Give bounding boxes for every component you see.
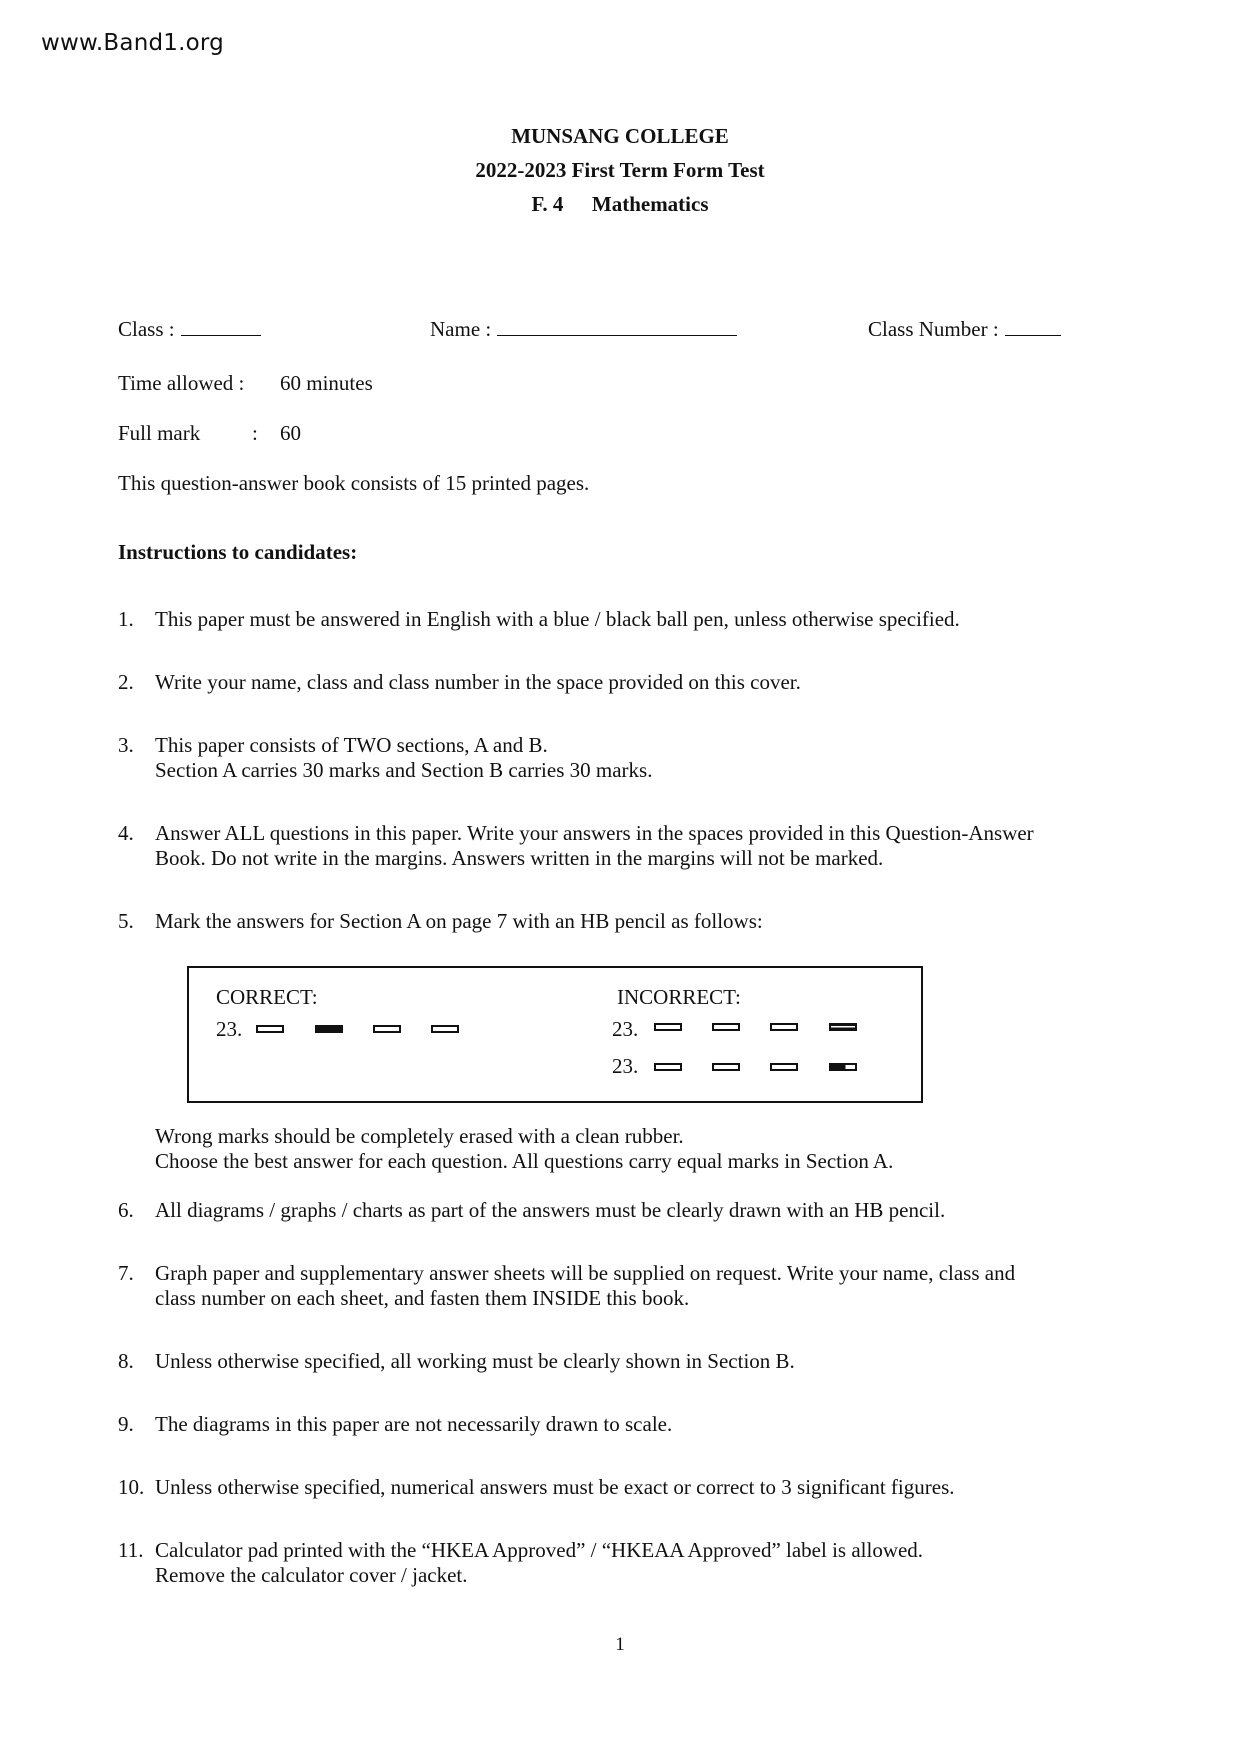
item-text: Section A carries 30 marks and Section B carries 30 marks.: [155, 758, 653, 782]
question-number: 23.: [216, 1017, 243, 1041]
item-text: This paper must be answered in English with a blue / black ball pen, unless otherwise specified.: [155, 607, 960, 631]
name-field: [430, 317, 737, 342]
pages-note: This question-answer book consists of 15 printed pages.: [118, 471, 590, 495]
item-number: 1.: [118, 607, 134, 631]
bubble-empty: [770, 1023, 798, 1031]
exam-title: 2022-2023 First Term Form Test: [475, 158, 765, 182]
item-text: Calculator pad printed with the “HKEA Approved” / “HKEAA Approved” label is allowed.: [155, 1538, 924, 1562]
incorrect-label: INCORRECT:: [617, 985, 741, 1009]
item-number: 7.: [118, 1261, 134, 1285]
class-input[interactable]: [181, 317, 261, 336]
item5-note-choose: Choose the best answer for each question. All questions carry equal marks in Section A.: [155, 1149, 894, 1173]
bubble-partial-incorrect: [829, 1063, 857, 1071]
bubble-empty: [373, 1025, 401, 1033]
item-number: 2.: [118, 670, 134, 694]
item-text: Unless otherwise specified, all working must be clearly shown in Section B.: [155, 1349, 795, 1373]
item5-note-erase: Wrong marks should be completely erased with a clean rubber.: [155, 1124, 684, 1148]
question-number: 23.: [612, 1054, 639, 1078]
name-label: Name :: [430, 317, 492, 341]
item-text: Unless otherwise specified, numerical answers must be exact or correct to 3 significant figures.: [155, 1475, 955, 1499]
form-level: F. 4: [531, 192, 564, 216]
class-field: [118, 317, 261, 342]
class-number-input[interactable]: [1005, 317, 1061, 336]
item-text: class number on each sheet, and fasten them INSIDE this book.: [155, 1286, 690, 1310]
item-text: Write your name, class and class number in the space provided on this cover.: [155, 670, 801, 694]
item-text: Answer ALL questions in this paper. Write your answers in the spaces provided in this Question-Answer: [155, 821, 1034, 845]
item-number: 3.: [118, 733, 134, 757]
item-text: This paper consists of TWO sections, A and B.: [155, 733, 548, 757]
item-text: Book. Do not write in the margins. Answers written in the margins will not be marked.: [155, 846, 884, 870]
item-number: 10.: [118, 1475, 145, 1499]
full-mark-value: 60: [280, 421, 301, 445]
class-number-label: Class Number :: [868, 317, 999, 341]
question-number: 23.: [612, 1017, 639, 1041]
bubble-empty: [712, 1023, 740, 1031]
item-number: 6.: [118, 1198, 134, 1222]
correct-label: CORRECT:: [216, 985, 318, 1009]
time-allowed-label: Time allowed :: [118, 371, 245, 395]
item-number: 4.: [118, 821, 134, 845]
subject-line: [0, 192, 1240, 217]
item-text: Graph paper and supplementary answer sheets will be supplied on request. Write your name, class and: [155, 1261, 1016, 1285]
time-allowed-value: 60 minutes: [280, 371, 373, 395]
item-text: The diagrams in this paper are not necessarily drawn to scale.: [155, 1412, 673, 1436]
full-mark-label: Full mark: [118, 421, 201, 445]
bubble-empty: [431, 1025, 459, 1033]
bubble-empty: [654, 1063, 682, 1071]
item-text: Remove the calculator cover / jacket.: [155, 1563, 468, 1587]
instructions-title: Instructions to candidates:: [118, 540, 358, 564]
bubble-empty: [654, 1023, 682, 1031]
name-input[interactable]: [497, 317, 737, 336]
marking-example-box: [187, 966, 923, 1103]
item-text: Mark the answers for Section A on page 7 with an HB pencil as follows:: [155, 909, 763, 933]
class-number-field: [868, 317, 1061, 342]
full-mark-colon: :: [252, 421, 258, 445]
subject-name: Mathematics: [591, 192, 709, 216]
school-name: MUNSANG COLLEGE: [511, 124, 729, 148]
page-number: 1: [615, 1634, 625, 1655]
item-number: 5.: [118, 909, 134, 933]
watermark: www.Band1.org: [41, 30, 224, 56]
item-number: 9.: [118, 1412, 134, 1436]
class-label: Class :: [118, 317, 175, 341]
bubble-filled: [315, 1025, 343, 1033]
bubble-empty: [712, 1063, 740, 1071]
item-number: 11.: [118, 1538, 144, 1562]
bubble-empty: [770, 1063, 798, 1071]
item-number: 8.: [118, 1349, 134, 1373]
bubble-lined-incorrect: [829, 1023, 857, 1031]
item-text: All diagrams / graphs / charts as part of the answers must be clearly drawn with an HB pencil.: [155, 1198, 946, 1222]
bubble-empty: [256, 1025, 284, 1033]
